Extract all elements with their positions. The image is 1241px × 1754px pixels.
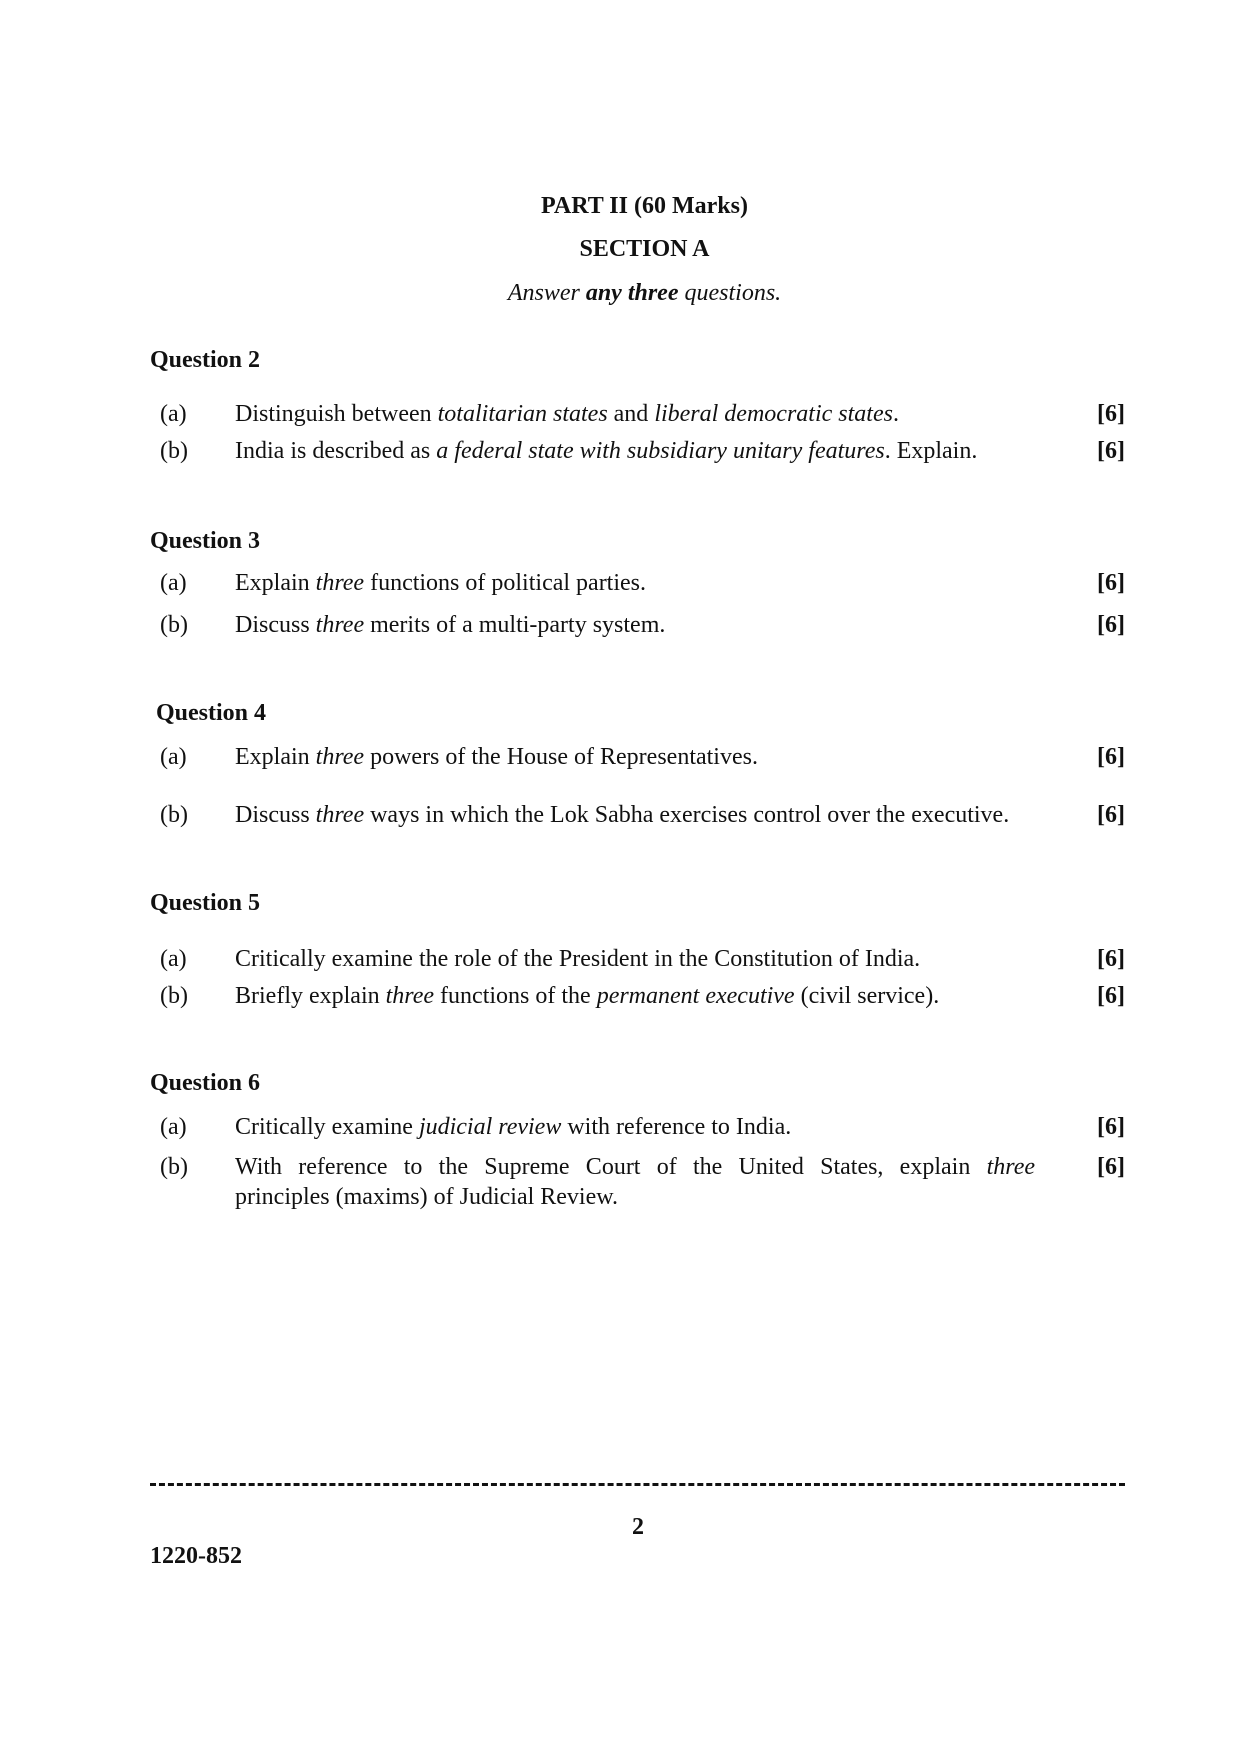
text-run: Explain [235,570,316,596]
text-run: With reference to the Supreme Court of the United States, explain [235,1154,987,1180]
part-text [235,944,1035,974]
part-marks: [6] [1097,612,1125,638]
text-run: Discuss [235,612,316,638]
part-label: (a) [160,1114,187,1140]
question-title: Question 6 [150,1070,261,1096]
part-marks: [6] [1097,744,1125,770]
text-run: with reference to India. [561,1114,792,1140]
part-text [235,1152,1035,1182]
part-label: (b) [160,802,188,828]
part-text [235,742,1035,772]
question-title: Question 5 [150,890,261,916]
emphasis-text: three [315,570,365,596]
text-run: powers of the House of Representatives. [364,744,758,770]
emphasis-text: permanent executive [596,983,795,1009]
part-text [235,568,1035,598]
emphasis-text: three [315,612,365,638]
part-marks: [6] [1097,570,1125,596]
text-run: Explain [235,744,316,770]
part-marks: [6] [1097,802,1125,828]
emphasis-text: three [385,983,435,1009]
text-run: merits of a multi-party system. [364,612,666,638]
instruction-post: questions. [678,280,782,306]
part-label: (b) [160,438,188,464]
instruction-pre: Answer [507,280,586,306]
instruction [24,278,1241,308]
part-label: (b) [160,612,188,638]
text-run: Discuss [235,802,316,828]
section-title: SECTION A [579,236,710,262]
question-title: Question 3 [150,528,261,554]
text-run: (civil service). [794,983,940,1009]
text-run: Distinguish between [235,401,438,427]
text-run: Critically examine [235,1114,419,1140]
text-run: Critically examine the role of the President in the Constitution of India. [235,946,921,972]
text-run: . [892,401,899,427]
text-run: functions of political parties. [364,570,647,596]
part-marks: [6] [1097,401,1125,427]
part-marks: [6] [1097,983,1125,1009]
part-marks: [6] [1097,1114,1125,1140]
part-text-continuation: principles (maxims) of Judicial Review. [235,1184,619,1210]
text-run: Briefly explain [235,983,386,1009]
text-run: functions of the [434,983,597,1009]
emphasis-text: three [315,744,365,770]
part-text [235,399,1035,429]
page-number: 2 [632,1514,644,1540]
text-run: ways in which the Lok Sabha exercises control over the executive. [364,802,1010,828]
part-marks: [6] [1097,438,1125,464]
part-marks: [6] [1097,1154,1125,1180]
emphasis-text: totalitarian states [437,401,608,427]
part-text [235,800,1035,830]
emphasis-text: a federal state with subsidiary unitary features [436,438,885,464]
part-text [235,1112,1035,1142]
part-text [235,981,1035,1011]
part-label: (a) [160,744,187,770]
question-title: Question 4 [156,700,267,726]
emphasis-text: judicial review [418,1114,562,1140]
text-run: . Explain. [884,438,978,464]
emphasis-text: liberal democratic states [654,401,893,427]
part-text [235,610,1035,640]
part-text [235,436,1035,466]
footer-dashed-rule [150,1483,1125,1486]
emphasis-text: three [315,802,365,828]
emphasis-text: three [986,1154,1035,1180]
part-title: PART II (60 Marks) [541,193,748,219]
part-label: (b) [160,983,188,1009]
part-marks: [6] [1097,946,1125,972]
text-run: and [607,401,655,427]
part-label: (a) [160,570,187,596]
text-run: India is described as [235,438,437,464]
question-title: Question 2 [150,347,261,373]
paper-code: 1220-852 [150,1543,242,1569]
part-label: (a) [160,946,187,972]
part-label: (b) [160,1154,188,1180]
part-label: (a) [160,401,187,427]
instruction-emphasis: any three [585,280,679,306]
